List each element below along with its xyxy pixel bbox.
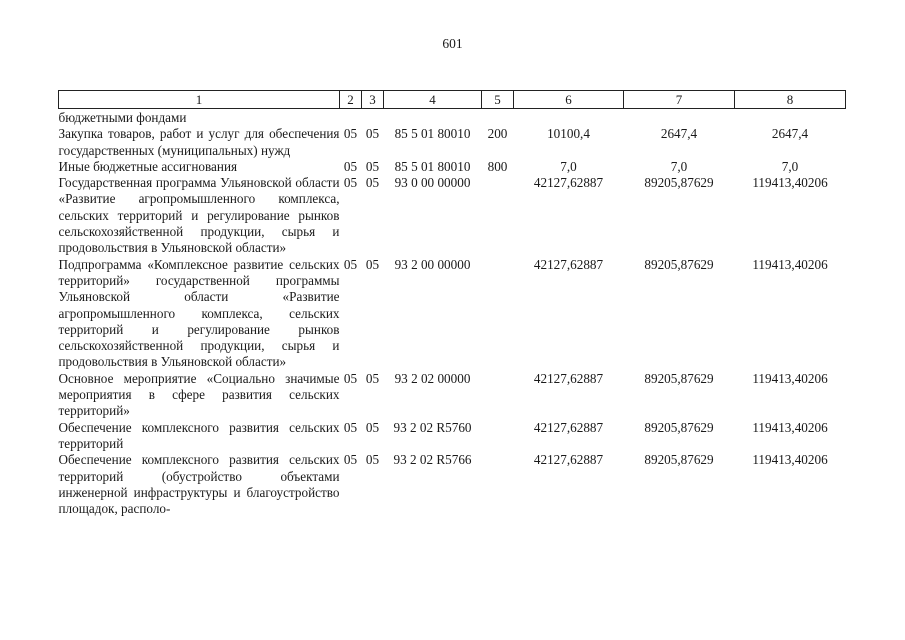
cell-amount-8: 7,0 (781, 158, 799, 174)
cell-amount-6: 42127,62887 (533, 370, 604, 386)
cell-subsection: 05 (365, 452, 380, 468)
table-row (59, 126, 846, 159)
cell-amount-7 (624, 109, 735, 127)
cell-expense-type: 200 (487, 126, 508, 142)
cell-expense-type (482, 257, 514, 371)
cell-amount-8 (735, 109, 846, 127)
header-row (59, 91, 846, 109)
col-header-4: 4 (384, 91, 482, 109)
cell-amount-7: 2647,4 (660, 126, 698, 142)
row-name: Основное мероприятие «Социально значимые мероприятия в сфере развития сельских территорий» (58, 370, 340, 419)
table-row (59, 159, 846, 175)
row-name: Обеспечение комплексного развития сельских территорий (58, 419, 340, 451)
col-header-8: 8 (735, 91, 846, 109)
cell-amount-8: 119413,40206 (752, 370, 828, 386)
table-row (59, 109, 846, 127)
col-header-7: 7 (624, 91, 735, 109)
cell-amount-8: 119413,40206 (752, 419, 828, 435)
cell-amount-6 (514, 109, 624, 127)
cell-subsection: 05 (365, 370, 380, 386)
row-name: Государственная программа Ульяновской области «Развитие агропромышленного комплекса, сельских территорий и регулирование рынков сельскохозяйственной продукции, сырья и продовольствия в Ульяновской области» (58, 175, 340, 256)
col-header-3: 3 (362, 91, 384, 109)
row-name: бюджетными фондами (58, 110, 187, 125)
cell-section: 05 (343, 256, 358, 272)
cell-subsection: 05 (365, 158, 380, 174)
table-row (59, 452, 846, 517)
cell-expense-type (482, 371, 514, 420)
cell-section: 05 (343, 370, 358, 386)
cell-section: 05 (343, 452, 358, 468)
cell-subsection: 05 (365, 256, 380, 272)
cell-amount-8: 119413,40206 (752, 452, 828, 468)
row-name: Обеспечение комплексного развития сельских территорий (обустройство объектами инженерной инфраструктуры и благоустройство площадок, располо- (58, 452, 340, 517)
cell-target-article: 93 2 02 00000 (394, 370, 471, 386)
cell-amount-8: 119413,40206 (752, 175, 828, 191)
cell-subsection (362, 109, 384, 127)
cell-target-article: 85 5 01 80010 (394, 126, 471, 142)
cell-expense-type (482, 420, 514, 453)
cell-section: 05 (343, 175, 358, 191)
cell-amount-7: 89205,87629 (644, 370, 714, 386)
cell-target-article: 93 2 02 R5760 (393, 419, 472, 435)
row-name: Иные бюджетные ассигнования (58, 158, 238, 174)
cell-section (340, 109, 362, 127)
cell-amount-7: 89205,87629 (644, 452, 714, 468)
cell-amount-6: 42127,62887 (533, 452, 604, 468)
page-number: 601 (442, 36, 463, 51)
cell-amount-7: 89205,87629 (644, 175, 714, 191)
cell-target-article (384, 109, 482, 127)
table-row (59, 371, 846, 420)
cell-amount-6: 42127,62887 (533, 256, 604, 272)
col-header-2: 2 (340, 91, 362, 109)
cell-target-article: 85 5 01 80010 (394, 158, 471, 174)
cell-amount-8: 119413,40206 (752, 256, 828, 272)
cell-amount-8: 2647,4 (771, 126, 809, 142)
cell-amount-6: 42127,62887 (533, 175, 604, 191)
cell-expense-type (482, 175, 514, 256)
cell-amount-7: 7,0 (670, 158, 688, 174)
cell-target-article: 93 2 02 R5766 (393, 452, 472, 468)
cell-expense-type (482, 452, 514, 517)
cell-amount-6: 10100,4 (547, 126, 590, 142)
cell-section: 05 (343, 126, 358, 142)
table-row (59, 257, 846, 371)
cell-subsection: 05 (365, 126, 380, 142)
table-row (59, 175, 846, 256)
col-header-1: 1 (59, 91, 340, 109)
cell-amount-6: 7,0 (560, 158, 577, 174)
col-header-6: 6 (514, 91, 624, 109)
cell-amount-6: 42127,62887 (533, 419, 604, 435)
row-name: Подпрограмма «Комплексное развитие сельских территорий» государственной программы Ульяновской области «Развитие агропромышленного комплекса, сельских территорий и регулирование рынков сельскохозяйственной продукции, сырья и продовольствия в Ульяновской области» (58, 256, 340, 370)
cell-amount-7: 89205,87629 (644, 419, 714, 435)
cell-amount-7: 89205,87629 (644, 256, 714, 272)
cell-target-article: 93 2 00 00000 (394, 256, 471, 272)
table-row (59, 420, 846, 453)
cell-subsection: 05 (365, 419, 380, 435)
cell-section: 05 (343, 158, 358, 174)
cell-target-article: 93 0 00 00000 (394, 175, 471, 191)
budget-table (58, 90, 846, 517)
cell-section: 05 (343, 419, 358, 435)
cell-expense-type (482, 109, 514, 127)
cell-subsection: 05 (365, 175, 380, 191)
cell-expense-type: 800 (487, 158, 508, 174)
row-name: Закупка товаров, работ и услуг для обеспечения государственных (муниципальных) нужд (58, 126, 340, 158)
col-header-5: 5 (482, 91, 514, 109)
